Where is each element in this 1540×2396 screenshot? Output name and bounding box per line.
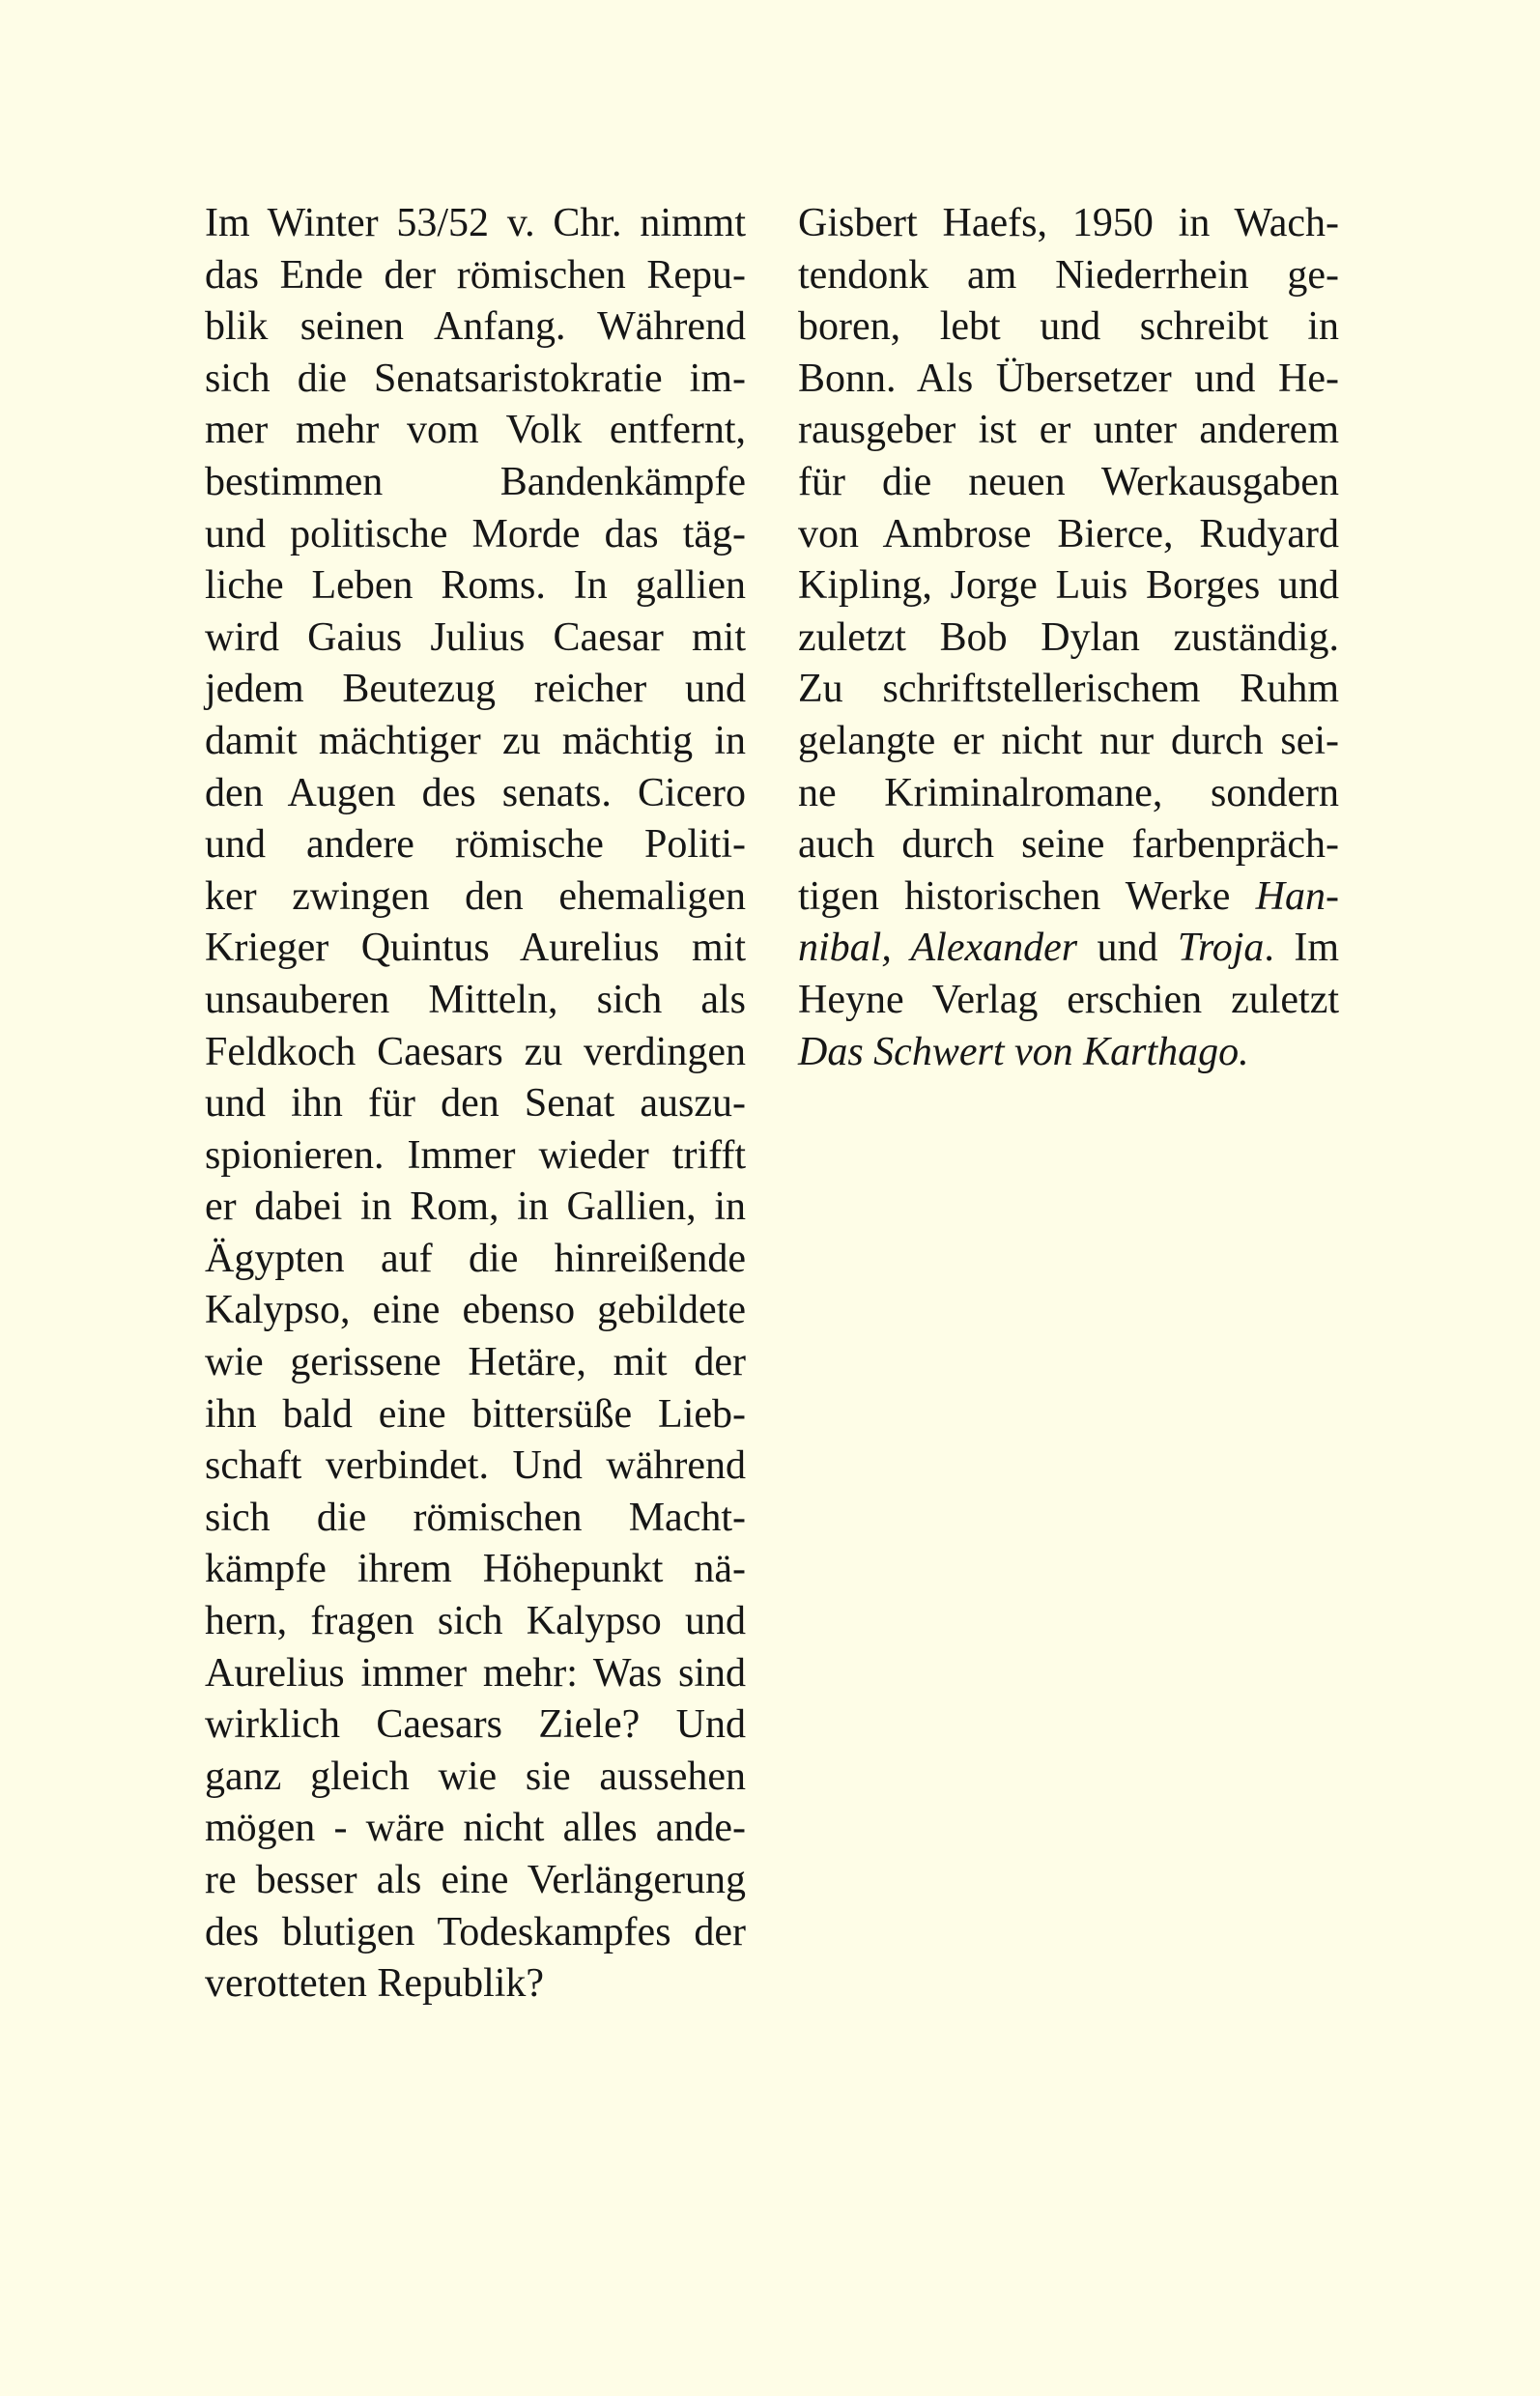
blurb-line: und ihn für den Senat auszu- <box>205 1081 746 1127</box>
blurb-line: jedem Beutezug reicher und <box>205 667 746 712</box>
bio-line: boren, lebt und schreibt in <box>798 304 1339 350</box>
bio-line: Kipling, Jorge Luis Borges und <box>798 563 1339 609</box>
author-bio-column <box>798 198 1339 1078</box>
blurb-line: bestimmen Bandenkämpfe <box>205 459 746 504</box>
book-title-karthago: Das Schwert von Karthago. <box>798 1029 1249 1074</box>
bio-line <box>798 871 1339 924</box>
blurb-line: Krieger Quintus Aurelius mit <box>205 926 746 971</box>
bio-line-text: tigen historischen Werke <box>798 873 1231 919</box>
bio-line: gelangte er nicht nur durch sei- <box>798 718 1339 763</box>
blurb-line: ihn bald eine bittersüße Lieb- <box>205 1391 746 1437</box>
blurb-line: des blutigen Todeskampfes der <box>205 1909 746 1954</box>
blurb-line: spionieren. Immer wieder trifft <box>205 1132 746 1178</box>
bio-line: Heyne Verlag erschien zuletzt <box>798 977 1339 1022</box>
book-titles-hannibal-alexander: nibal, Alexander <box>798 926 1078 971</box>
blurb-line: den Augen des senats. Cicero <box>205 770 746 815</box>
bio-line: Gisbert Haefs, 1950 in Wach- <box>798 201 1339 245</box>
bio-line: Zu schriftstellerischem Ruhm <box>798 667 1339 712</box>
bio-sentence-end: . Im <box>1264 926 1339 971</box>
book-blurb-column <box>205 198 746 2011</box>
blurb-line: blik seinen Anfang. Während <box>205 304 746 350</box>
bio-line: Bonn. Als Übersetzer und He- <box>798 356 1339 401</box>
blurb-line: kämpfe ihrem Höhepunkt nä- <box>205 1547 746 1592</box>
bio-line: rausgeber ist er unter anderem <box>798 408 1339 453</box>
blurb-line: verotteten Republik? <box>205 1961 545 2007</box>
blurb-line: Ägypten auf die hinreißende <box>205 1236 746 1281</box>
blurb-line: mer mehr vom Volk entfernt, <box>205 408 746 453</box>
bio-line: ne Kriminalromane, sondern <box>798 770 1339 815</box>
bio-line <box>798 923 1339 975</box>
blurb-line: Kalypso, eine ebenso gebildete <box>205 1288 746 1333</box>
blurb-line: liche Leben Roms. In gallien <box>205 563 746 609</box>
blurb-line: wird Gaius Julius Caesar mit <box>205 614 746 660</box>
blurb-line: wirklich Caesars Ziele? Und <box>205 1702 746 1748</box>
book-title-troja: Troja <box>1177 926 1265 971</box>
blurb-line: Aurelius immer mehr: Was sind <box>205 1650 746 1696</box>
blurb-line: re besser als eine Verlängerung <box>205 1858 746 1902</box>
blurb-line: ker zwingen den ehemaligen <box>205 873 746 919</box>
blurb-line: er dabei in Rom, in Gallien, in <box>205 1184 746 1230</box>
blurb-line: wie gerissene Hetäre, mit der <box>205 1340 746 1385</box>
bio-connector-und: und <box>1077 926 1178 971</box>
blurb-line: und andere römische Politi- <box>205 822 746 868</box>
blurb-line: ganz gleich wie sie aussehen <box>205 1754 746 1799</box>
blurb-line: und politische Morde das täg- <box>205 511 746 556</box>
bio-line: von Ambrose Bierce, Rudyard <box>798 511 1339 556</box>
book-title-hannibal-start: Han- <box>1255 873 1339 919</box>
blurb-line: schaft verbindet. Und während <box>205 1443 746 1489</box>
bio-line: zuletzt Bob Dylan zuständig. <box>798 614 1339 660</box>
blurb-line: unsauberen Mitteln, sich als <box>205 977 746 1022</box>
blurb-line: damit mächtiger zu mächtig in <box>205 718 746 763</box>
blurb-line: das Ende der römischen Repu- <box>205 252 746 298</box>
blurb-line: sich die römischen Macht- <box>205 1495 746 1540</box>
bio-line: tendonk am Niederrhein ge- <box>798 252 1339 298</box>
bio-line: auch durch seine farbenpräch- <box>798 822 1339 868</box>
blurb-line: mögen - wäre nicht alles ande- <box>205 1806 746 1851</box>
bio-line: für die neuen Werkausgaben <box>798 459 1339 504</box>
blurb-line: sich die Senatsaristokratie im- <box>205 356 746 401</box>
blurb-line: hern, fragen sich Kalypso und <box>205 1599 746 1644</box>
blurb-line: Im Winter 53/52 v. Chr. nimmt <box>205 201 746 245</box>
blurb-line: Feldkoch Caesars zu verdingen <box>205 1029 746 1074</box>
